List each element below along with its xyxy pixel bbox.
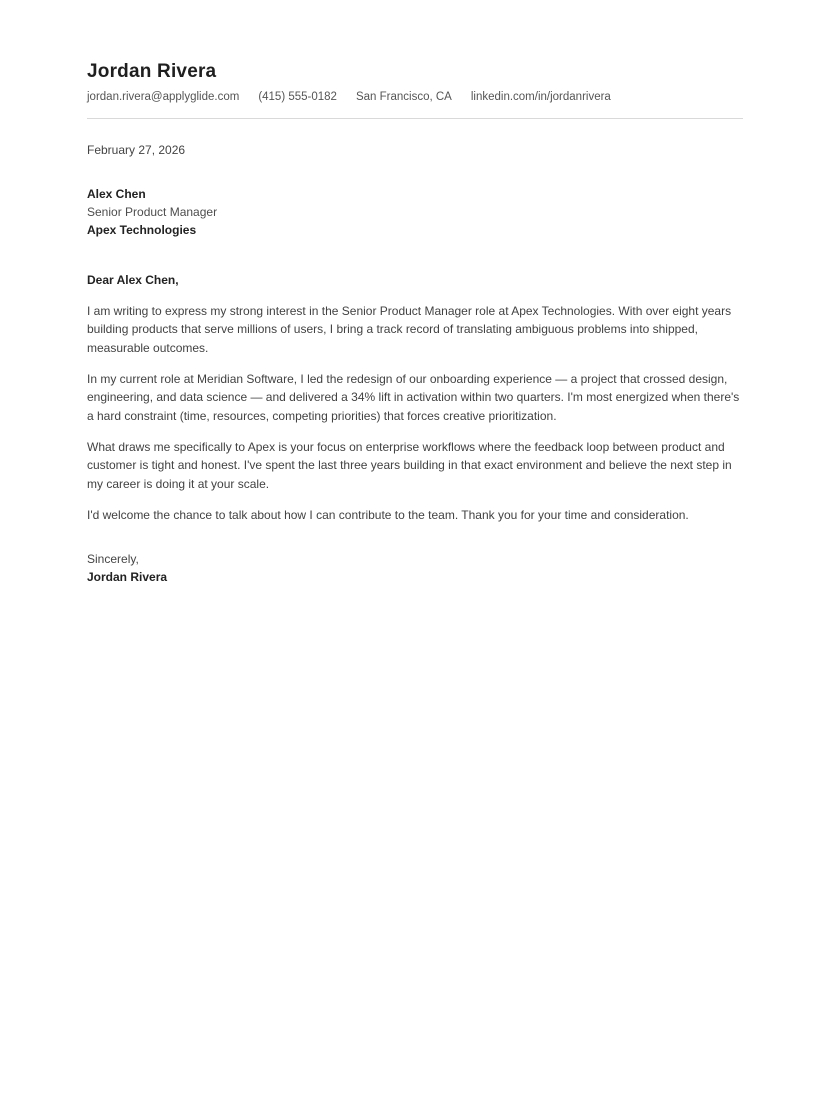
contact-phone: (415) 555-0182 <box>258 90 337 103</box>
contact-separator <box>239 91 258 103</box>
contact-separator <box>337 91 356 103</box>
closing-block <box>87 550 743 586</box>
contact-linkedin: linkedin.com/in/jordanrivera <box>470 90 611 103</box>
recipient-name: Alex Chen <box>87 187 146 202</box>
body-paragraph-2: In my current role at Meridian Software, I led the redesign of our onboarding experience — a project that crossed design, engineering, and data science — and delivered a 34% lift in activation within two quarters. I'm most energized when there's a hard constraint (time, resources, competing priorities) that forces creative prioritization. <box>87 371 740 423</box>
body-paragraph-3: What draws me specifically to Apex is your focus on enterprise workflows where the feedback loop between product and customer is tight and honest. I've spent the last three years building in that exact environment and believe the next step in my career is doing it at your scale. <box>87 439 732 491</box>
cover-letter <box>87 61 743 586</box>
recipient-company: Apex Technologies <box>87 223 197 238</box>
header-divider <box>87 118 743 119</box>
recipient-block <box>87 185 743 239</box>
closing-word: Sincerely, <box>87 552 139 567</box>
sender-name-heading: Jordan Rivera <box>87 61 217 82</box>
contact-info-row <box>87 91 743 103</box>
contact-separator <box>452 91 471 103</box>
signature-name: Jordan Rivera <box>87 570 168 585</box>
salutation: Dear Alex Chen, <box>87 273 179 288</box>
contact-location: San Francisco, CA <box>355 90 452 103</box>
recipient-job-title: Senior Product Manager <box>87 205 218 220</box>
body-paragraph-1: I am writing to express my strong interest in the Senior Product Manager role at Apex Technologies. With over eight years building products that serve millions of users, I bring a track record of translating ambiguous problems into shipped, measurable outcomes. <box>87 303 732 355</box>
contact-email: jordan.rivera@applyglide.com <box>87 90 240 103</box>
body-paragraph-4: I'd welcome the chance to talk about how I can contribute to the team. Thank you for your time and consideration. <box>87 507 689 522</box>
letter-date: February 27, 2026 <box>87 142 186 157</box>
